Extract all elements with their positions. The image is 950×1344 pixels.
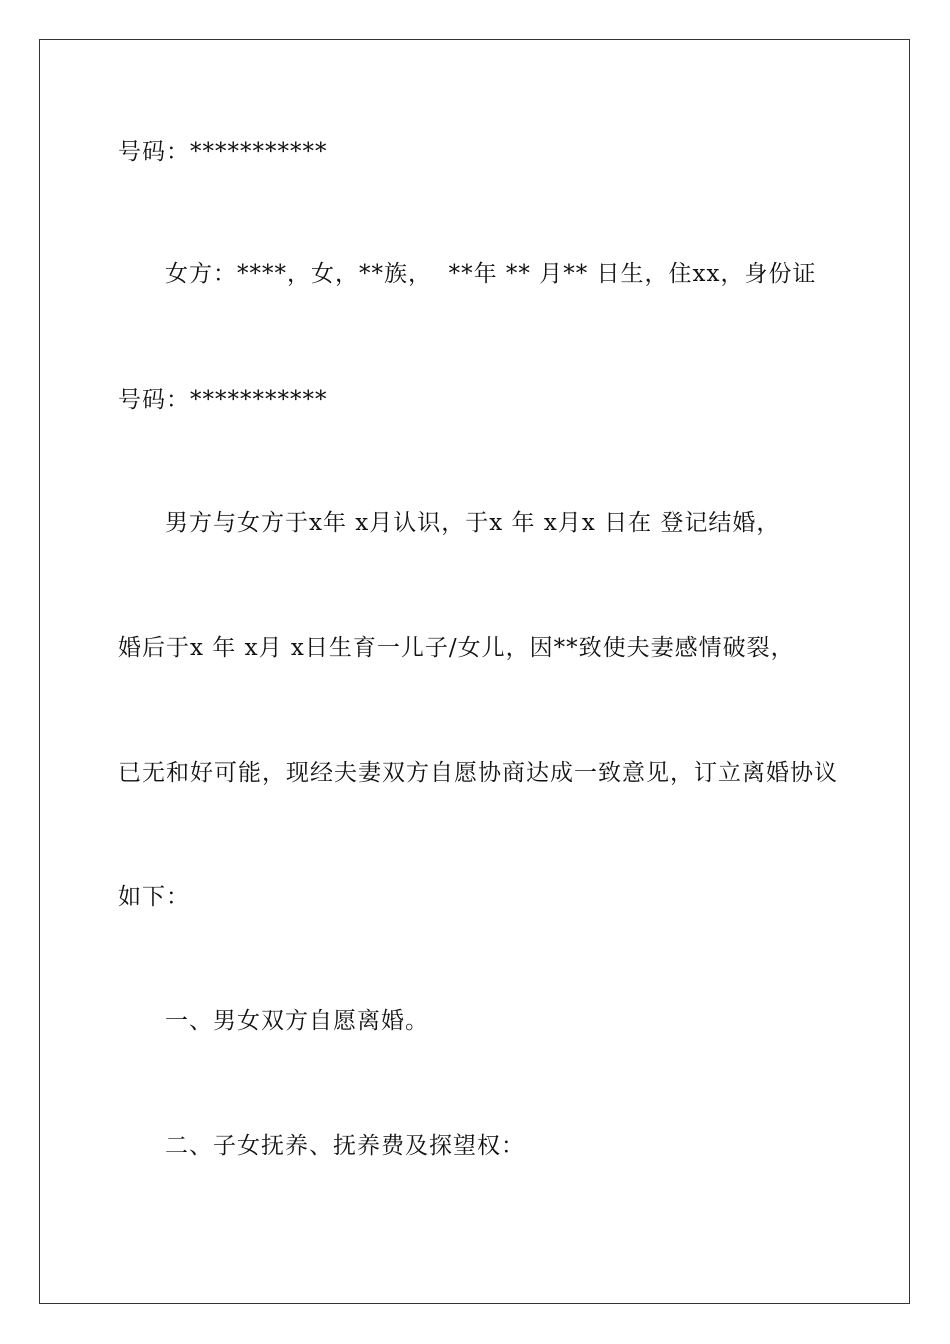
clause-two-heading: 二、子女抚养、抚养费及探望权： bbox=[165, 1133, 525, 1159]
page-border bbox=[39, 39, 910, 1304]
paragraph-marriage-line-3: 已无和好可能，现经夫妻双方自愿协商达成一致意见，订立离婚协议 bbox=[118, 760, 838, 786]
woman-info-line: 女方：****，女，**族， **年 ** 月** 日生，住xx，身份证 bbox=[165, 261, 817, 287]
clause-one: 一、男女双方自愿离婚。 bbox=[165, 1008, 429, 1034]
paragraph-marriage-line-2: 婚后于x 年 x月 x日生育一儿子/女儿，因**致使夫妻感情破裂， bbox=[118, 635, 795, 661]
paragraph-marriage-line-4: 如下： bbox=[118, 884, 190, 910]
id-number-line-man: 号码：*********** bbox=[118, 139, 328, 165]
id-number-line-woman: 号码：*********** bbox=[118, 387, 328, 413]
paragraph-marriage-line-1: 男方与女方于x年 x月认识，于x 年 x月x 日在 登记结婚， bbox=[165, 510, 781, 536]
